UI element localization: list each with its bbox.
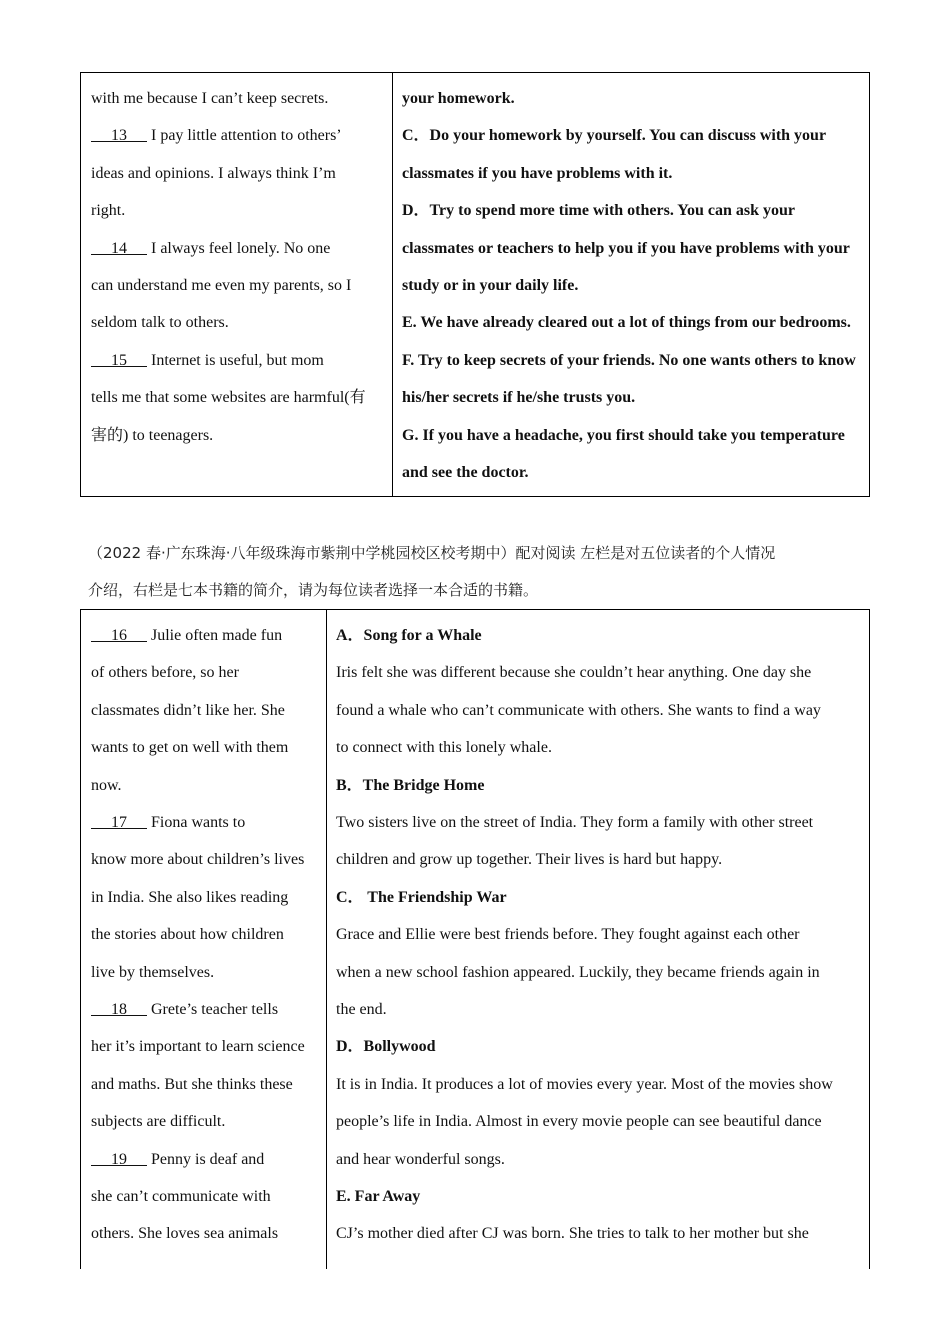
option-text-line: found a whale who can’t communicate with others. She wants to find a way bbox=[336, 701, 821, 719]
book-title: classmates if you have problems with it. bbox=[402, 164, 673, 182]
reader-text-line: and maths. But she thinks these bbox=[91, 1075, 293, 1093]
question-item bbox=[91, 351, 324, 371]
reader-text-line: the stories about how children bbox=[91, 926, 284, 944]
option-text-line: the end. bbox=[336, 1001, 387, 1018]
question-item bbox=[91, 813, 245, 833]
answer-blank[interactable] bbox=[91, 1151, 147, 1168]
question-number: 19 bbox=[111, 1150, 127, 1168]
option-text-line: It is in India. It produces a lot of movies every year. Most of the movies show bbox=[336, 1075, 833, 1093]
book-title: E. Far Away bbox=[336, 1188, 421, 1205]
reader-text-line: live by themselves. bbox=[91, 963, 215, 981]
answer-blank[interactable] bbox=[91, 240, 111, 257]
answer-blank[interactable] bbox=[91, 1001, 111, 1018]
book-title: C． The Friendship War bbox=[336, 888, 507, 906]
option-text-line: Grace and Ellie were best friends before. They fought against each other bbox=[336, 926, 800, 944]
matching-table-2 bbox=[80, 609, 870, 1269]
book-title: D．Try to spend more time with others. You can ask your bbox=[402, 202, 796, 220]
question-number: 18 bbox=[111, 1001, 127, 1018]
question-item bbox=[91, 126, 342, 146]
reader-text-line: know more about children’s lives bbox=[91, 851, 305, 869]
question-item bbox=[91, 1000, 278, 1020]
book-title: your homework. bbox=[402, 90, 515, 107]
section-intro-line-1: （2022 春·广东珠海·八年级珠海市紫荆中学桃园校区校考期中）配对阅读 左栏是对五位读者的个人情况 bbox=[88, 544, 776, 562]
option-text-line: CJ’s mother died after CJ was born. She tries to talk to her mother but she bbox=[336, 1225, 809, 1243]
answer-blank[interactable] bbox=[91, 814, 147, 831]
question-item bbox=[91, 1150, 264, 1170]
option-text-line: Iris felt she was different because she couldn’t hear anything. One day she bbox=[336, 664, 812, 682]
option-text-line: to connect with this lonely whale. bbox=[336, 739, 552, 757]
question-number: 13 bbox=[111, 127, 127, 145]
reader-text-line: seldom talk to others. bbox=[91, 314, 229, 332]
reader-text-line: her it’s important to learn science bbox=[91, 1038, 305, 1056]
reader-text-line: classmates didn’t like her. She bbox=[91, 701, 285, 719]
section-intro-line-2: 介绍，右栏是七本书籍的简介，请为每位读者选择一本合适的书籍。 bbox=[88, 581, 539, 599]
book-title: A．Song for a Whale bbox=[336, 627, 482, 644]
question-number: 17 bbox=[111, 814, 127, 831]
option-text-line: and hear wonderful songs. bbox=[336, 1150, 505, 1168]
reader-text-line: others. She loves sea animals bbox=[91, 1225, 279, 1243]
book-title: B．The Bridge Home bbox=[336, 776, 485, 794]
answer-blank[interactable] bbox=[91, 352, 147, 369]
book-title: his/her secrets if he/she trusts you. bbox=[402, 389, 636, 407]
question-text: Julie often made fun bbox=[147, 627, 283, 644]
book-title: D．Bollywood bbox=[336, 1038, 436, 1056]
reader-text-line: subjects are difficult. bbox=[91, 1113, 226, 1131]
answer-blank[interactable] bbox=[91, 352, 111, 369]
answer-blank[interactable] bbox=[91, 1151, 111, 1168]
reader-text-line: with me because I can’t keep secrets. bbox=[91, 90, 329, 107]
question-number: 15 bbox=[111, 351, 127, 369]
question-item bbox=[91, 626, 282, 646]
reader-text-line: ideas and opinions. I always think I’m bbox=[91, 164, 336, 182]
book-title: study or in your daily life. bbox=[402, 277, 579, 294]
reader-text-line: of others before, so her bbox=[91, 664, 239, 682]
option-text-line: children and grow up together. Their lives is hard but happy. bbox=[336, 851, 723, 869]
question-text: Penny is deaf and bbox=[147, 1150, 265, 1168]
question-text: Internet is useful, but mom bbox=[147, 351, 324, 369]
question-item bbox=[91, 239, 330, 259]
answer-blank[interactable] bbox=[91, 1001, 147, 1018]
question-text: I pay little attention to others’ bbox=[147, 127, 342, 145]
reader-text-line: 害的) to teenagers. bbox=[91, 426, 214, 444]
book-title: E. We have already cleared out a lot of things from our bedrooms. bbox=[402, 314, 851, 332]
book-title: and see the doctor. bbox=[402, 464, 529, 481]
option-text-line: people’s life in India. Almost in every movie people can see beautiful dance bbox=[336, 1113, 822, 1131]
option-text-line: when a new school fashion appeared. Luckily, they became friends again in bbox=[336, 963, 820, 981]
reader-text-line: can understand me even my parents, so I bbox=[91, 277, 352, 294]
answer-blank[interactable] bbox=[91, 627, 111, 644]
answer-blank[interactable] bbox=[91, 814, 111, 831]
reader-text-line: right. bbox=[91, 202, 126, 220]
reader-text-line: wants to get on well with them bbox=[91, 739, 289, 757]
question-text: I always feel lonely. No one bbox=[147, 239, 331, 257]
reader-text-line: she can’t communicate with bbox=[91, 1188, 271, 1205]
question-text: Grete’s teacher tells bbox=[147, 1001, 279, 1018]
question-number: 14 bbox=[111, 239, 127, 257]
question-number: 16 bbox=[111, 627, 127, 644]
answer-blank[interactable] bbox=[91, 127, 147, 144]
reader-text-line: tells me that some websites are harmful(有 bbox=[91, 389, 366, 407]
reader-text-line: now. bbox=[91, 776, 122, 794]
book-title: F. Try to keep secrets of your friends. No one wants others to know bbox=[402, 351, 856, 369]
question-text: Fiona wants to bbox=[147, 814, 246, 831]
answer-blank[interactable] bbox=[91, 127, 111, 144]
answer-blank[interactable] bbox=[91, 627, 147, 644]
book-title: C．Do your homework by yourself. You can discuss with your bbox=[402, 127, 827, 145]
matching-table-1 bbox=[80, 72, 870, 497]
book-title: G. If you have a headache, you first should take you temperature bbox=[402, 426, 845, 444]
reader-text-line: in India. She also likes reading bbox=[91, 888, 289, 906]
book-title: classmates or teachers to help you if you have problems with your bbox=[402, 239, 850, 257]
option-text-line: Two sisters live on the street of India. They form a family with other street bbox=[336, 814, 814, 831]
answer-blank[interactable] bbox=[91, 240, 147, 257]
